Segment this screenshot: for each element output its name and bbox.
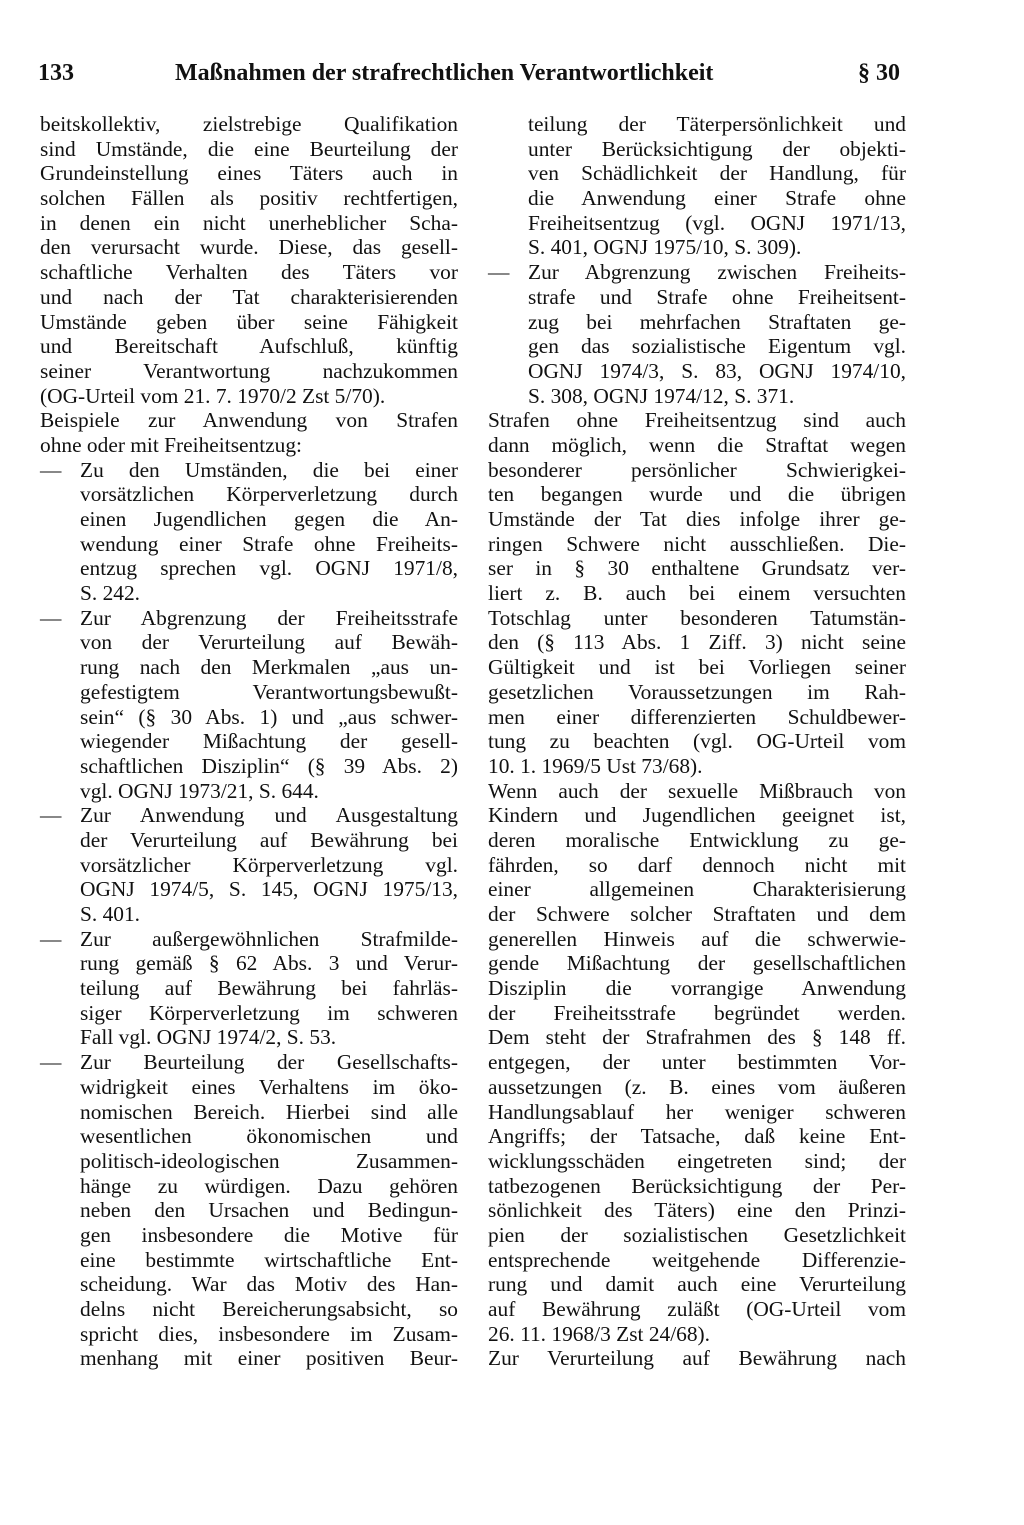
text-line: ten begangen wurde und die übrigen bbox=[488, 482, 906, 507]
text-line: ser in § 30 enthaltene Grundsatz ver- bbox=[488, 556, 906, 581]
text-line: fährden, so darf dennoch nicht mit bbox=[488, 852, 906, 877]
text-line: Disziplin die vorrangige Anwendung bbox=[488, 976, 906, 1001]
text-line: hänge zu würdigen. Dazu gehören bbox=[80, 1173, 458, 1198]
text-line: Zur außergewöhnlichen Strafmilde- bbox=[80, 926, 458, 951]
text-line: siger Körperverletzung im schweren bbox=[80, 1000, 458, 1025]
text-line: Wenn auch der sexuelle Mißbrauch von bbox=[488, 778, 906, 803]
text-line: die Anwendung einer Strafe ohne bbox=[528, 186, 906, 211]
text-line: den (§ 113 Abs. 1 Ziff. 3) nicht seine bbox=[488, 630, 906, 655]
paragraph bbox=[488, 408, 906, 778]
text-line: men einer differenzierten Schuldbewer- bbox=[488, 704, 906, 729]
text-line: S. 242. bbox=[80, 581, 141, 606]
paragraph bbox=[488, 779, 906, 1347]
right-column bbox=[488, 112, 906, 1371]
text-line: pien der sozialistischen Gesetzlichkeit bbox=[488, 1222, 906, 1247]
text-line: den verursacht wurde. Diese, das gesell- bbox=[40, 235, 458, 260]
text-line: beitskollektiv, zielstrebige Qualifikation bbox=[40, 112, 458, 136]
text-line: 10. 1. 1969/5 Ust 73/68). bbox=[488, 753, 703, 778]
dash-marker: — bbox=[40, 803, 62, 828]
dash-marker: — bbox=[40, 457, 62, 482]
text-line: der Verurteilung auf Bewährung bei bbox=[80, 827, 458, 852]
text-line: zug bei mehrfachen Straftaten ge- bbox=[528, 309, 906, 334]
running-title: Maßnahmen der strafrechtlichen Verantwortlichkeit bbox=[175, 60, 714, 86]
text-line: OGNJ 1974/3, S. 83, OGNJ 1974/10, bbox=[528, 358, 906, 383]
text-line: vorsätzlicher Körperverletzung vgl. bbox=[80, 852, 458, 877]
text-line: Handlungsablauf her weniger schweren bbox=[488, 1099, 906, 1124]
text-line: liert z. B. auch bei einem versuchten bbox=[488, 581, 906, 606]
paragraph bbox=[488, 1346, 906, 1371]
text-line: gen insbesondere die Motive für bbox=[80, 1222, 458, 1247]
text-line: strafe und Strafe ohne Freiheitsent- bbox=[528, 284, 906, 309]
text-line: neben den Ursachen und Bedingun- bbox=[80, 1198, 458, 1223]
text-line: schaftliche Verhalten des Täters vor bbox=[40, 260, 458, 285]
text-line: ven Schädlichkeit der Handlung, für bbox=[528, 161, 906, 186]
text-line: 26. 11. 1968/3 Zst 24/68). bbox=[488, 1321, 711, 1346]
left-column bbox=[40, 112, 458, 1371]
text-line: sein“ (§ 30 Abs. 1) und „aus schwer- bbox=[80, 704, 458, 729]
text-line: wiegender Mißachtung der gesell- bbox=[80, 729, 458, 754]
text-line: seiner Verantwortung nachzukommen bbox=[40, 358, 458, 383]
dash-marker: — bbox=[488, 260, 510, 285]
text-line: politisch-ideologischen Zusammen- bbox=[80, 1148, 458, 1173]
text-line: eine bestimmte wirtschaftliche Ent- bbox=[80, 1247, 458, 1272]
text-line: von der Verurteilung auf Bewäh- bbox=[80, 630, 458, 655]
text-line: Zur Beurteilung der Gesellschafts- bbox=[80, 1050, 458, 1075]
list-item bbox=[40, 927, 458, 1050]
dash-marker: — bbox=[40, 926, 62, 951]
list-item bbox=[40, 1050, 458, 1371]
text-line: solchen Fällen als positiv rechtfertigen, bbox=[40, 186, 458, 211]
text-line: ohne oder mit Freiheitsentzug: bbox=[40, 432, 302, 457]
text-line: Freiheitsentzug (vgl. OGNJ 1971/13, bbox=[528, 210, 906, 235]
text-line: Fall vgl. OGNJ 1974/2, S. 53. bbox=[80, 1025, 337, 1050]
text-line: wicklungsschäden eingetreten sind; der bbox=[488, 1148, 906, 1173]
text-line: spricht dies, insbesondere im Zusam- bbox=[80, 1321, 458, 1346]
dash-marker: — bbox=[40, 1050, 62, 1075]
text-line: Totschlag unter besonderen Tatumstän- bbox=[488, 605, 906, 630]
text-line: menhang mit einer positiven Beur- bbox=[80, 1346, 458, 1371]
text-line: nomischen Bereich. Hierbei sind alle bbox=[80, 1099, 458, 1124]
text-line: Umstände geben über seine Fähigkeit bbox=[40, 309, 458, 334]
paragraph bbox=[40, 408, 458, 457]
text-line: scheidung. War das Motiv des Han- bbox=[80, 1272, 458, 1297]
text-line: Grundeinstellung eines Täters auch in bbox=[40, 161, 458, 186]
text-line: gen das sozialistische Eigentum vgl. bbox=[528, 334, 906, 359]
text-line: teilung auf Bewährung bei fahrläs- bbox=[80, 976, 458, 1001]
running-header bbox=[38, 56, 900, 96]
list-item-continuation bbox=[488, 112, 906, 260]
list-item bbox=[40, 803, 458, 926]
text-line: tung zu beachten (vgl. OG-Urteil vom bbox=[488, 729, 906, 754]
dash-marker: — bbox=[40, 605, 62, 630]
text-line: einen Jugendlichen gegen die An- bbox=[80, 507, 458, 531]
text-line: sönlichkeit des Täters) eine den Prinzi- bbox=[488, 1198, 906, 1223]
text-line: Zur Verurteilung auf Bewährung nach bbox=[488, 1346, 906, 1371]
text-line: widrigkeit eines Verhaltens im öko- bbox=[80, 1074, 458, 1099]
text-line: OGNJ 1974/5, S. 145, OGNJ 1975/13, bbox=[80, 877, 458, 902]
text-line: schaftlichen Disziplin“ (§ 39 Abs. 2) bbox=[80, 753, 458, 778]
text-line: und nach der Tat charakterisierenden bbox=[40, 284, 458, 309]
text-line: Zur Abgrenzung zwischen Freiheits- bbox=[528, 260, 906, 285]
text-line: Zu den Umständen, die bei einer bbox=[80, 457, 458, 482]
text-line: entsprechende weitgehende Differenzie- bbox=[488, 1247, 906, 1272]
text-line: Dem steht der Strafrahmen des § 148 ff. bbox=[488, 1025, 906, 1050]
text-line: entgegen, der unter bestimmten Vor- bbox=[488, 1050, 906, 1075]
text-line: deren moralische Entwicklung zu ge- bbox=[488, 827, 906, 852]
text-line: vgl. OGNJ 1973/21, S. 644. bbox=[80, 778, 319, 803]
text-line: teilung der Täterpersönlichkeit und bbox=[528, 112, 906, 136]
text-line: rung gemäß § 62 Abs. 3 und Verur- bbox=[80, 951, 458, 976]
text-line: tatbezogenen Berücksichtigung der Per- bbox=[488, 1173, 906, 1198]
text-line: rung nach den Merkmalen „aus un- bbox=[80, 655, 458, 680]
text-line: dann möglich, wenn die Straftat wegen bbox=[488, 432, 906, 457]
text-line: entzug sprechen vgl. OGNJ 1971/8, bbox=[80, 556, 458, 581]
text-line: S. 401, OGNJ 1975/10, S. 309). bbox=[528, 235, 802, 260]
text-line: sind Umstände, die eine Beurteilung der bbox=[40, 136, 458, 161]
text-line: S. 308, OGNJ 1974/12, S. 371. bbox=[528, 383, 795, 408]
text-line: delns nicht Bereicherungsabsicht, so bbox=[80, 1297, 458, 1321]
list-item bbox=[40, 606, 458, 804]
text-line: wesentlichen ökonomischen und bbox=[80, 1124, 458, 1149]
text-line: (OG-Urteil vom 21. 7. 1970/2 Zst 5/70). bbox=[40, 383, 386, 408]
list-item bbox=[40, 458, 458, 606]
text-line: vorsätzlichen Körperverletzung durch bbox=[80, 482, 458, 507]
text-line: gende Mißachtung der gesellschaftlichen bbox=[488, 951, 906, 976]
text-line: Kindern und Jugendlichen geeignet ist, bbox=[488, 803, 906, 828]
text-line: S. 401. bbox=[80, 902, 141, 926]
text-line: wendung einer Strafe ohne Freiheits- bbox=[80, 531, 458, 556]
text-line: in denen ein nicht unerheblicher Scha- bbox=[40, 210, 458, 235]
text-line: gefestigtem Verantwortungsbewußt- bbox=[80, 679, 458, 704]
text-line: Umstände der Tat dies infolge ihrer ge- bbox=[488, 507, 906, 531]
text-line: Strafen ohne Freiheitsentzug sind auch bbox=[488, 408, 906, 433]
text-line: ringen Schwere nicht ausschließen. Die- bbox=[488, 531, 906, 556]
page-number: 133 bbox=[38, 60, 74, 86]
text-line: Zur Abgrenzung der Freiheitsstrafe bbox=[80, 605, 458, 630]
text-line: besonderer persönlicher Schwierigkei- bbox=[488, 457, 906, 482]
text-line: auf Bewährung zuläßt (OG-Urteil vom bbox=[488, 1297, 906, 1321]
list-item bbox=[488, 260, 906, 408]
section-reference: § 30 bbox=[858, 60, 900, 86]
text-line: Zur Anwendung und Ausgestaltung bbox=[80, 803, 458, 828]
text-line: unter Berücksichtigung der objekti- bbox=[528, 136, 906, 161]
text-line: aussetzungen (z. B. eines vom äußeren bbox=[488, 1074, 906, 1099]
text-line: gesetzlichen Voraussetzungen im Rah- bbox=[488, 679, 906, 704]
text-line: generellen Hinweis auf die schwerwie- bbox=[488, 926, 906, 951]
paragraph bbox=[40, 112, 458, 408]
text-line: Beispiele zur Anwendung von Strafen bbox=[40, 408, 458, 433]
text-line: der Freiheitsstrafe begründet werden. bbox=[488, 1000, 906, 1025]
text-line: rung und damit auch eine Verurteilung bbox=[488, 1272, 906, 1297]
text-line: der Schwere solcher Straftaten und dem bbox=[488, 902, 906, 926]
text-line: einer allgemeinen Charakterisierung bbox=[488, 877, 906, 902]
text-line: Gültigkeit und ist bei Vorliegen seiner bbox=[488, 655, 906, 680]
text-line: und Bereitschaft Aufschluß, künftig bbox=[40, 334, 458, 359]
text-line: Angriffs; der Tatsache, daß keine Ent- bbox=[488, 1124, 906, 1149]
